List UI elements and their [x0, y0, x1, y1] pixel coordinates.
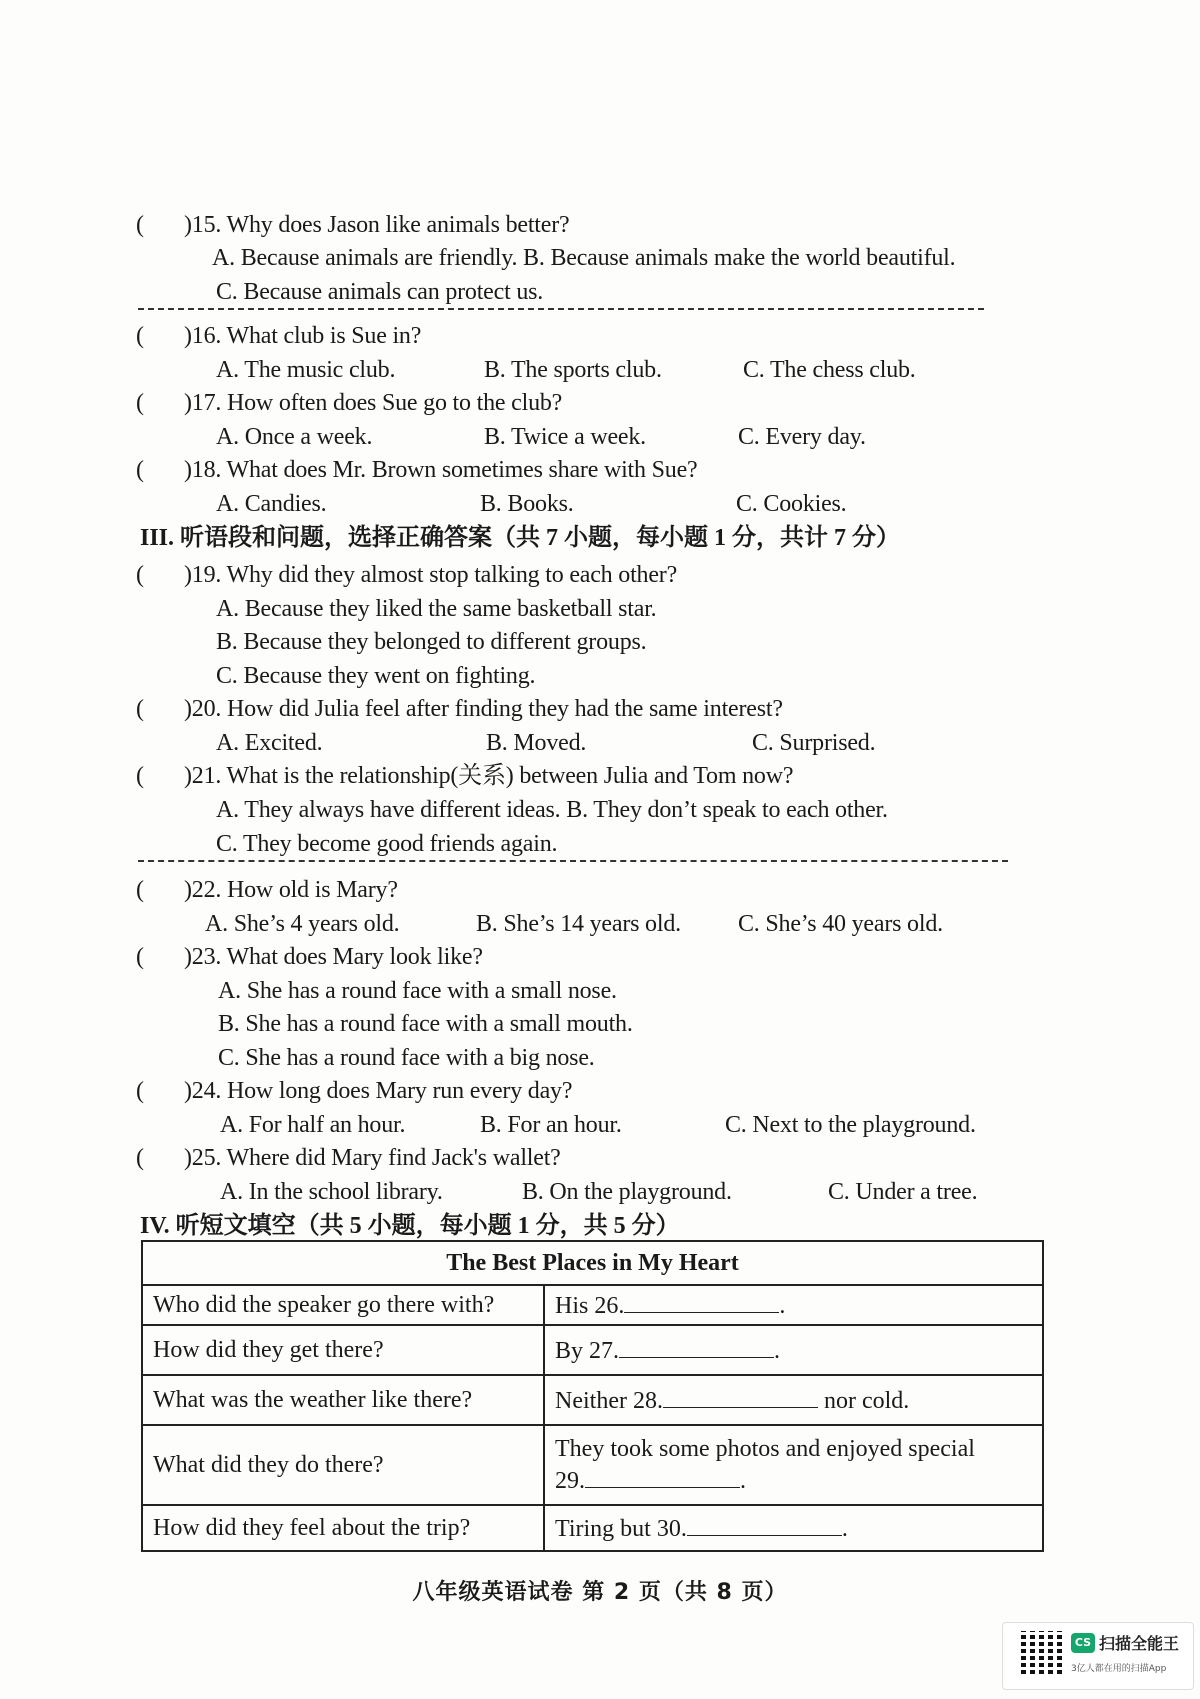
table-answer: His 26. . — [544, 1285, 1043, 1325]
table-question: Who did the speaker go there with? — [142, 1285, 544, 1325]
table-title: The Best Places in My Heart — [142, 1241, 1043, 1285]
answer-blank-29[interactable] — [585, 1465, 740, 1488]
answer-paren: ( — [136, 763, 144, 789]
answer-paren: ( — [136, 390, 144, 416]
answer-paren: ( — [136, 877, 144, 903]
question-19-option-b: B. Because they belonged to different groups. — [216, 629, 647, 655]
question-18-stem: )18. What does Mr. Brown sometimes share with Sue? — [184, 457, 698, 483]
answer-paren: ( — [136, 1078, 144, 1104]
dashed-separator — [138, 860, 1008, 862]
table-question: How did they feel about the trip? — [142, 1505, 544, 1551]
question-17-option-c: C. Every day. — [738, 424, 866, 450]
table-answer: They took some photos and enjoyed special 29. . — [544, 1425, 1043, 1505]
question-23-option-a: A. She has a round face with a small nose. — [218, 978, 617, 1004]
question-23-option-c: C. She has a round face with a big nose. — [218, 1045, 595, 1071]
question-20-option-a: A. Excited. — [216, 730, 323, 756]
question-15-option-c: C. Because animals can protect us. — [216, 279, 544, 305]
section-4-heading: IV. 听短文填空（共 5 小题，每小题 1 分，共 5 分） — [140, 1213, 680, 1239]
question-15-options-ab: A. Because animals are friendly. B. Because animals make the world beautiful. — [212, 245, 956, 271]
answer-paren: ( — [136, 944, 144, 970]
question-25-option-a: A. In the school library. — [220, 1179, 443, 1205]
question-16-option-b: B. The sports club. — [484, 357, 662, 383]
table-question: What did they do there? — [142, 1425, 544, 1505]
question-19-option-a: A. Because they liked the same basketball star. — [216, 596, 657, 622]
scanner-watermark — [1002, 1622, 1194, 1690]
table-answer: Tiring but 30. . — [544, 1505, 1043, 1551]
answer-blank-30[interactable] — [687, 1513, 842, 1536]
question-18-option-b: B. Books. — [480, 491, 574, 517]
answer-paren: ( — [136, 562, 144, 588]
question-18-option-c: C. Cookies. — [736, 491, 847, 517]
scanner-app-name: 扫描全能王 — [1099, 1634, 1180, 1653]
question-18-option-a: A. Candies. — [216, 491, 327, 517]
answer-paren: ( — [136, 323, 144, 349]
question-25-option-b: B. On the playground. — [522, 1179, 732, 1205]
question-22-option-b: B. She’s 14 years old. — [476, 911, 681, 937]
question-23-option-b: B. She has a round face with a small mouth. — [218, 1011, 633, 1037]
question-22-option-a: A. She’s 4 years old. — [205, 911, 400, 937]
question-21-option-c: C. They become good friends again. — [216, 831, 558, 857]
question-16-option-c: C. The chess club. — [743, 357, 916, 383]
question-16-option-a: A. The music club. — [216, 357, 396, 383]
table-row — [142, 1325, 1043, 1375]
question-24-option-b: B. For an hour. — [480, 1112, 622, 1138]
table-row — [142, 1425, 1043, 1505]
dashed-separator — [138, 308, 984, 310]
question-20-stem: )20. How did Julia feel after finding they had the same interest? — [184, 696, 783, 722]
answer-blank-26[interactable] — [624, 1290, 779, 1313]
answer-paren: ( — [136, 696, 144, 722]
question-24-option-c: C. Next to the playground. — [725, 1112, 976, 1138]
table-answer: Neither 28. nor cold. — [544, 1375, 1043, 1425]
question-19-stem: )19. Why did they almost stop talking to each other? — [184, 562, 678, 588]
question-25-option-c: C. Under a tree. — [828, 1179, 978, 1205]
question-25-stem: )25. Where did Mary find Jack's wallet? — [184, 1145, 561, 1171]
table-row — [142, 1285, 1043, 1325]
question-22-stem: )22. How old is Mary? — [184, 877, 398, 903]
table-question: How did they get there? — [142, 1325, 544, 1375]
question-24-option-a: A. For half an hour. — [220, 1112, 406, 1138]
question-17-option-a: A. Once a week. — [216, 424, 373, 450]
fill-in-table — [141, 1240, 1044, 1552]
answer-paren: ( — [136, 212, 144, 238]
question-21-options-ab: A. They always have different ideas. B. They don’t speak to each other. — [216, 797, 888, 823]
page-footer: 八年级英语试卷 第 2 页（共 8 页） — [412, 1580, 788, 1605]
table-answer: By 27. . — [544, 1325, 1043, 1375]
question-15-stem: )15. Why does Jason like animals better? — [184, 212, 570, 238]
scanner-tagline: 3亿人都在用的扫描App — [1071, 1664, 1167, 1674]
question-24-stem: )24. How long does Mary run every day? — [184, 1078, 573, 1104]
question-16-stem: )16. What club is Sue in? — [184, 323, 422, 349]
question-19-option-c: C. Because they went on fighting. — [216, 663, 536, 689]
cs-logo-icon: CS — [1071, 1633, 1095, 1653]
answer-paren: ( — [136, 457, 144, 483]
table-question: What was the weather like there? — [142, 1375, 544, 1425]
qr-code-icon — [1017, 1631, 1063, 1677]
answer-paren: ( — [136, 1145, 144, 1171]
question-17-option-b: B. Twice a week. — [484, 424, 646, 450]
question-23-stem: )23. What does Mary look like? — [184, 944, 483, 970]
answer-blank-27[interactable] — [619, 1335, 774, 1358]
question-20-option-c: C. Surprised. — [752, 730, 876, 756]
answer-blank-28[interactable] — [663, 1385, 818, 1408]
question-17-stem: )17. How often does Sue go to the club? — [184, 390, 563, 416]
question-22-option-c: C. She’s 40 years old. — [738, 911, 943, 937]
table-row — [142, 1505, 1043, 1551]
table-row — [142, 1375, 1043, 1425]
section-3-heading: III. 听语段和问题，选择正确答案（共 7 小题，每小题 1 分，共计 7 分） — [140, 525, 901, 551]
question-21-stem: )21. What is the relationship(关系) between Julia and Tom now? — [184, 763, 794, 789]
question-20-option-b: B. Moved. — [486, 730, 587, 756]
